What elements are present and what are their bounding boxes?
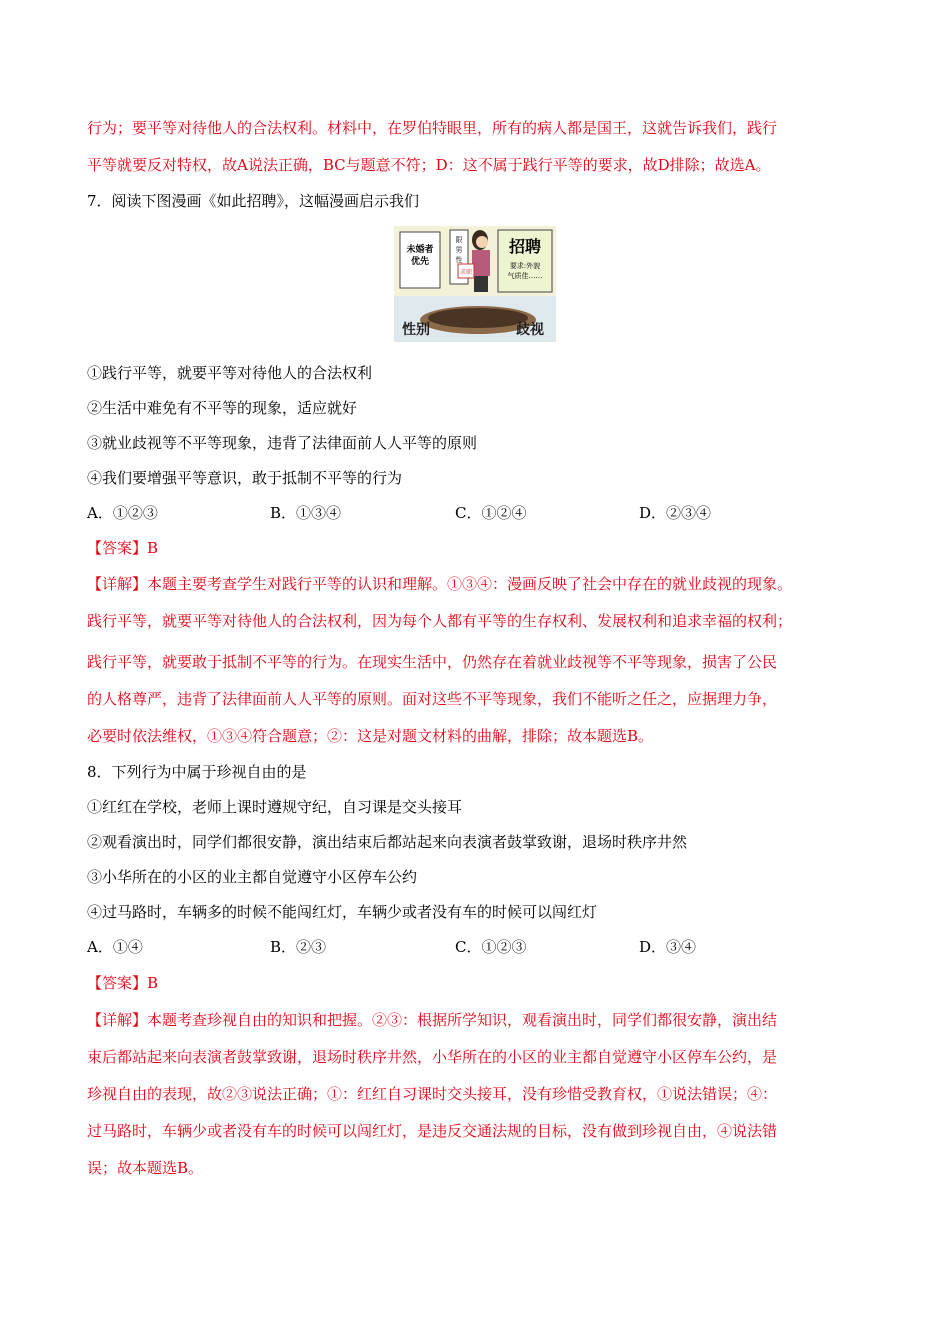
bottom-left-caption: 性别 [402,322,430,338]
q8-option-d: D．③④ [639,938,697,956]
pit-inner [428,308,528,328]
q8-item-4: ④过马路时，车辆多的时候不能闯红灯，车辆少或者没有车的时候可以闯红灯 [87,903,598,921]
person-face [476,236,488,248]
intro-line-2: 平等就要反对特权，故A说法正确，BC与题意不符；D：这不属于践行平等的要求，故D排除；故选A。 [87,156,771,174]
intro-line-1: 行为；要平等对待他人的合法权利。材料中，在罗伯特眼里，所有的病人都是国王，这就告诉我们，践行 [87,119,778,137]
person-legs [474,276,488,292]
q8-explain-5: 误；故本题选B。 [87,1159,204,1177]
q8-stem: 8．下列行为中属于珍视自由的是 [87,763,307,781]
sign-left-line-2: 优先 [410,257,430,267]
q7-item-3: ③就业歧视等不平等现象，违背了法律面前人人平等的原则 [87,434,478,452]
q7-option-d: D．②③④ [639,504,712,522]
q8-explain-1: 【详解】本题考查珍视自由的知识和把握。②③：根据所学知识，观看演出时，同学们都很安静，演出结 [87,1011,778,1029]
sign-right-title: 招聘 [508,237,542,256]
q7-option-c: C．①②④ [455,504,527,522]
q8-explain-4: 过马路时，车辆少或者没有车的时候可以闯红灯，是违反交通法规的目标，没有做到珍视自由，④说法错 [87,1122,778,1140]
sign-right-line-2: 气质佳…… [507,272,543,280]
sign-middle-char-2: 男 [455,246,463,254]
q7-item-2: ②生活中难免有不平等的现象，适应就好 [87,399,358,417]
q8-option-c: C．①②③ [455,938,527,956]
q8-answer: 【答案】B [87,974,159,992]
q7-explain-5: 必要时依法维权，①③④符合题意；②：这是对题文材料的曲解，排除；故本题选B。 [87,727,654,745]
q7-stem: 7．阅读下图漫画《如此招聘》，这幅漫画启示我们 [87,192,420,210]
recruitment-cartoon-image [394,226,556,342]
q7-item-1: ①践行平等，就要平等对待他人的合法权利 [87,364,373,382]
q8-option-a: A．①④ [87,938,143,956]
q8-item-3: ③小华所在的小区的业主都自觉遵守小区停车公约 [87,868,418,886]
sign-middle-char-3: 性 [455,256,463,264]
q8-item-1: ①红红在学校，老师上课时遵规守纪，自习课是交头接耳 [87,798,463,816]
person-body [472,250,490,276]
person-held-sign-text: 求职 [459,269,473,276]
q7-explain-1: 【详解】本题主要考查学生对践行平等的认识和理解。①③④：漫画反映了社会中存在的就业歧视的现象。 [87,575,793,593]
q7-option-a: A．①②③ [87,504,158,522]
q8-item-2: ②观看演出时，同学们都很安静，演出结束后都站起来向表演者鼓掌致谢，退场时秩序井然 [87,833,688,851]
q7-explain-3: 践行平等，就要敢于抵制不平等的行为。在现实生活中，仍然存在着就业歧视等不平等现象，损害了公民 [87,653,778,671]
bottom-right-caption: 歧视 [516,322,544,338]
q7-explain-2: 践行平等，就要平等对待他人的合法权利，因为每个人都有平等的生存权利、发展权利和追求幸福的权利； [87,612,793,630]
sign-middle-char-1: 限 [455,236,463,244]
q7-answer: 【答案】B [87,539,159,557]
q8-option-b: B．②③ [270,938,327,956]
q7-item-4: ④我们要增强平等意识，敢于抵制不平等的行为 [87,469,403,487]
q8-explain-3: 珍视自由的表现，故②③说法正确；①：红红自习课时交头接耳，没有珍惜受教育权，①说法错误；④： [87,1085,778,1103]
sign-right-line-1: 要求:外貌 [509,262,541,270]
q7-explain-4: 的人格尊严，违背了法律面前人人平等的原则。面对这些不平等现象，我们不能听之任之，应据理力争， [87,690,778,708]
q8-explain-2: 束后都站起来向表演者鼓掌致谢，退场时秩序井然，小华所在的小区的业主都自觉遵守小区停车公约，是 [87,1048,778,1066]
q7-option-b: B．①③④ [270,504,342,522]
sign-left-line-1: 未婚者 [406,245,434,255]
